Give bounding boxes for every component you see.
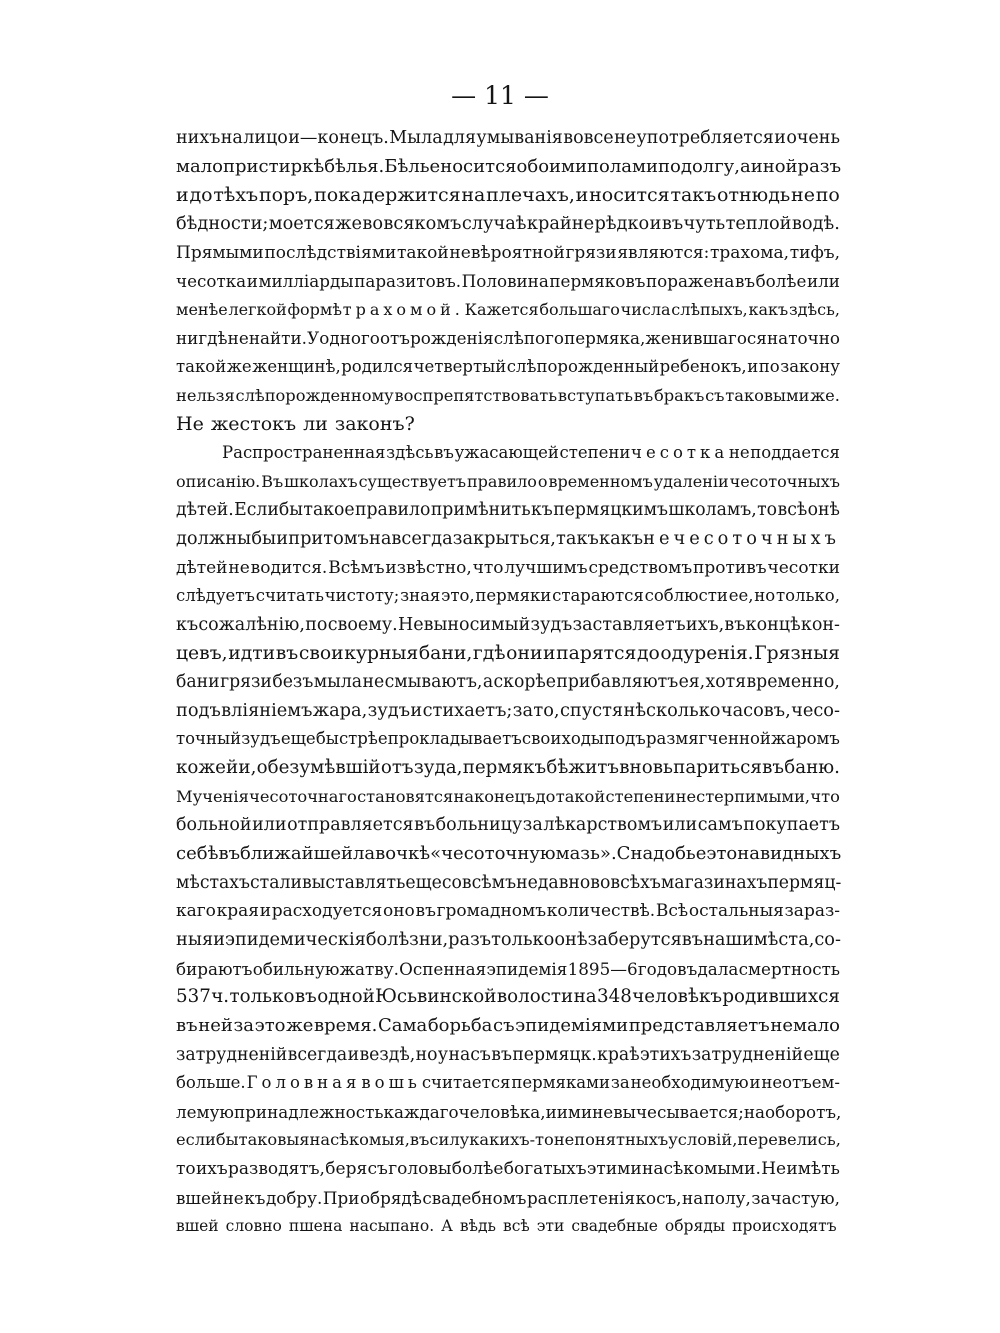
text-line: менѣе легкой формѣ трахомой. Кажется большаго числа слѣпыхъ, какъ здѣсь, (176, 299, 840, 319)
text-line: бани грязи безъ мыла не смываютъ, а скорѣе прибавляютъ ея, хотя временно, (176, 672, 840, 693)
text-line: 537 ч. только въ одной Юсьвинской волости на 348 человѣкъ родившихся (176, 986, 840, 1008)
text-line: дѣтей не водится. Всѣмъ извѣстно, что лучшимъ средствомъ противъ чесотки (176, 557, 840, 578)
body-text (176, 124, 840, 1241)
text-line: мало при стиркѣ бѣлья. Бѣлье носится обоими полами по долгу, а иной разъ (176, 155, 842, 177)
text-line: должны бы и притомъ навсегда закрыться, такъ какъ нечесоточныхъ (176, 528, 840, 549)
text-line: себѣ въ ближайшей лавочкѣ «чесоточную мазь». Снадобье это на видныхъ (176, 843, 842, 865)
text-line: вшей словно пшена насыпано. А вѣдь всѣ эти свадебные обряды происходятъ (176, 1217, 837, 1236)
text-line: нигдѣ не найти. У одного отъ рожденія слѣпого пермяка, женившагося на точно (176, 328, 840, 349)
text-line: нихъ на лицо и—конецъ. Мыла для умыванія вовсе не употребляется и очень (176, 128, 840, 148)
paragraph (176, 124, 840, 439)
text-line: цевъ, идти въ свои курныя бани, гдѣ они и парятся до одуренія. Грязныя (176, 642, 840, 664)
text-line: бираютъ обильную жатву. Оспенная эпидемія 1895—6 годовъ дала смертность (176, 958, 840, 979)
text-line: нельзя слѣпорожденному воспрепятствовать вступать въ бракъ съ таковыми же. (176, 385, 840, 405)
text-line: дѣтей. Еслибы такое правило примѣнить къ пермяцкимъ школамъ, то всѣ онѣ (176, 500, 840, 521)
text-line: Прямыми послѣдствіями такой невѣроятной грязи являются: трахома, тифъ, (176, 242, 840, 263)
text-line: описанію. Въ школахъ существуетъ правило о временномъ удаленіи чесоточныхъ (176, 471, 840, 491)
text-line: каго края и расходуется оно въ громадномъ количествѣ. Всѣ остальныя зараз- (176, 901, 840, 922)
page-number: — 11 — (451, 81, 549, 110)
text-line: Распространенная здѣсь въ ужасающей степени чесотка не поддается (222, 443, 840, 463)
text-line: вшей не къ добру. При обрядѣ свадебномъ расплетенія косъ, на полу, зачастую, (176, 1187, 840, 1208)
text-line: больше. Головная вошь считается пермяками за необходимую и неотъем- (176, 1073, 840, 1093)
text-line: Не жестокъ ли законъ? (176, 413, 415, 436)
text-line: и до тѣхъ поръ, пока держится на плечахъ, и носится такъ отнюдь не по (176, 184, 840, 207)
text-line: слѣдуетъ считать чистоту; зная это, пермяки стараются соблюсти ее, но только, (176, 586, 840, 606)
text-line: еслибы таковыя насѣкомыя, въ силу какихъ-то непонятныхъ условій, перевелись, (176, 1130, 841, 1150)
text-line: Мученія чесоточнаго становятся наконецъ до такой степени нестерпимыми, что (176, 786, 840, 806)
text-line: то ихъ разводятъ, беря съ головы болѣе богатыхъ этими насѣкомыми. Не имѣть (176, 1159, 840, 1180)
text-line: подъ вліяніемъ жара, зудъ и стихаетъ; за то, спустя нѣсколько часовъ, чесо- (176, 700, 840, 721)
text-line: въ ней за это же время. Сама борьба съ эпидеміями представляетъ немало (176, 1014, 840, 1036)
text-line: кожей и, обезумѣвшій отъ зуда, пермякъ бѣжитъ вновь париться въ баню. (176, 757, 840, 779)
text-line: бѣдности; моется же во всякомъ случаѣ крайне рѣдко и въ чуть теплой водѣ. (176, 213, 840, 234)
text-line: такой же женщинѣ, родился четвертый слѣпорожденный ребенокъ, и по закону (176, 357, 840, 377)
text-line: затрудненій всегда и вездѣ, но у насъ въ пермяцк. краѣ этихъ затрудненій еще (176, 1044, 840, 1065)
text-line: чесотка и милліарды паразитовъ. Половина пермяковъ поражена въ болѣе или (176, 271, 840, 292)
text-line: лемую принадлежность каждаго человѣка, и ими не вычесывается; наоборотъ, (176, 1101, 842, 1122)
text-line: больной или отправляется въ больницу за лѣкарствомъ или самъ покупаетъ (176, 815, 840, 836)
text-line: мѣстахъ стали выставлять еще совсѣмъ недавно во всѣхъ магазинахъ пермяц- (176, 872, 842, 893)
paragraph (176, 439, 840, 1241)
text-line: точный зудъ еще быстрѣе прокладываетъ свои ходы подъ размягченной жаромъ (176, 729, 840, 749)
text-line: ныя и эпидемическія болѣзни, разъ только онѣ заберутся въ наши мѣста, со- (176, 929, 841, 950)
text-line: къ сожалѣнію, по своему. Невыносимый зудъ заставляетъ ихъ, въ концѣ кон- (176, 614, 840, 635)
